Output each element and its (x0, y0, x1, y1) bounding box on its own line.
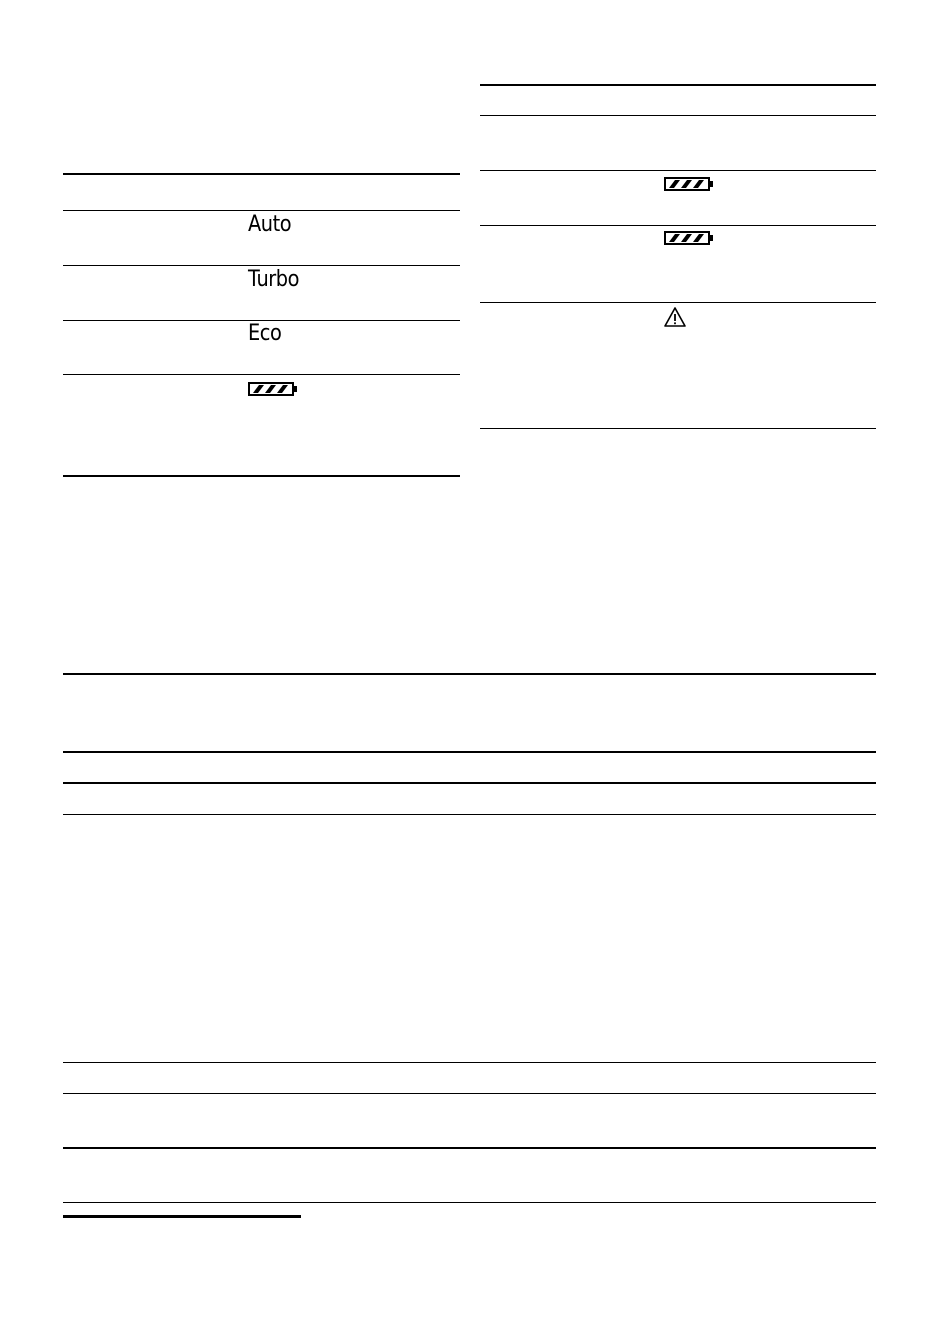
right-table-rule (480, 115, 876, 116)
right-table-rule (480, 225, 876, 226)
mode-label-eco: Eco (248, 321, 282, 346)
left-table-rule (63, 265, 460, 266)
left-table-rule-bottom (63, 475, 460, 477)
warning-triangle-icon (663, 306, 687, 328)
lower-table-rule (63, 782, 876, 784)
mode-label-auto: Auto (248, 212, 292, 237)
lower-table-rule (63, 814, 876, 815)
battery-full-icon (664, 231, 714, 245)
lower-table-rule-top (63, 673, 876, 675)
right-table-rule (480, 302, 876, 303)
footnote-separator (63, 1215, 301, 1218)
lower-table-rule (63, 1093, 876, 1094)
battery-full-icon (248, 382, 298, 396)
right-table-rule-bottom (480, 428, 876, 429)
left-table-rule-top (63, 173, 460, 175)
left-table-rule (63, 210, 460, 211)
battery-full-icon (664, 177, 714, 191)
right-table-rule (480, 170, 876, 171)
lower-table-rule-bottom (63, 1202, 876, 1203)
lower-table-rule (63, 1147, 876, 1149)
left-table-rule (63, 374, 460, 375)
lower-table-rule (63, 1062, 876, 1063)
mode-label-turbo: Turbo (248, 267, 300, 292)
right-table-rule-top (480, 84, 876, 86)
lower-table-rule (63, 751, 876, 753)
